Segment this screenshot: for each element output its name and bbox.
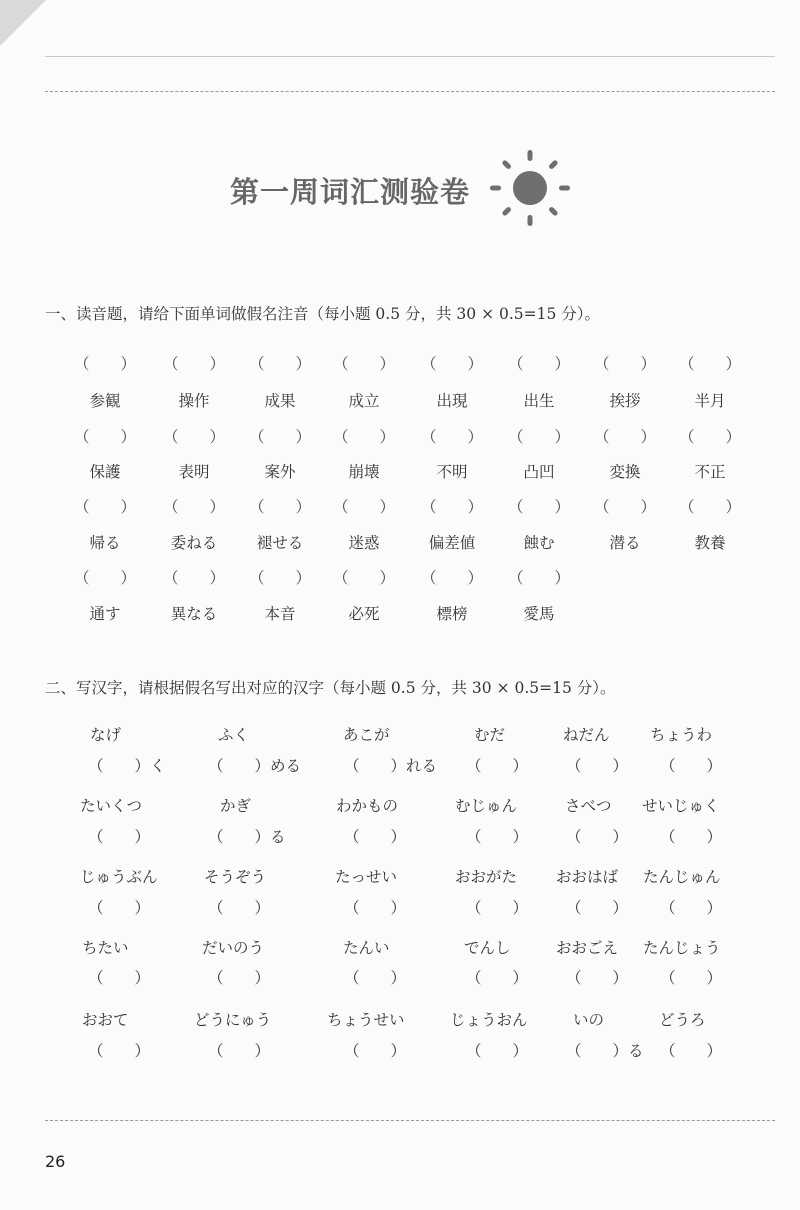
kana-prompt: たんい	[343, 939, 390, 957]
kana-prompt: どうにゅう	[194, 1011, 272, 1029]
answer-blank[interactable]: （ ）	[332, 569, 395, 587]
answer-blank[interactable]: （ ）る	[566, 1042, 644, 1060]
vocab-word: 異なる	[170, 605, 218, 623]
vocab-word: 通す	[89, 605, 121, 623]
answer-blank[interactable]: （ ）	[420, 498, 483, 516]
answer-blank[interactable]: （ ）める	[208, 757, 302, 775]
answer-blank[interactable]: （ ）	[88, 899, 151, 917]
answer-blank[interactable]: （ ）る	[208, 828, 286, 846]
vocab-word: 崩壊	[348, 463, 380, 481]
vocab-word: 変換	[609, 463, 641, 481]
answer-blank[interactable]: （ ）	[73, 355, 136, 373]
answer-blank[interactable]: （ ）	[507, 569, 570, 587]
section2-heading: 二、写汉字，请根据假名写出对应的汉字（每小题 0.5 分，共 30 × 0.5=15 分）。	[45, 679, 616, 697]
kana-prompt: わかもの	[336, 797, 399, 815]
answer-blank[interactable]: （ ）	[566, 828, 629, 846]
answer-blank[interactable]: （ ）	[566, 757, 629, 775]
kana-prompt: じゅうぶん	[80, 868, 158, 886]
vocab-word: 蝕む	[523, 534, 555, 552]
vocab-word: 案外	[264, 463, 296, 481]
vocab-word: 出生	[523, 392, 555, 410]
answer-blank[interactable]: （ ）	[332, 355, 395, 373]
answer-blank[interactable]: （ ）	[88, 828, 151, 846]
vocab-word: 保護	[89, 463, 121, 481]
answer-blank[interactable]: （ ）	[162, 498, 225, 516]
answer-blank[interactable]: （ ）	[73, 498, 136, 516]
answer-blank[interactable]: （ ）	[73, 428, 136, 446]
answer-blank[interactable]: （ ）	[660, 1042, 723, 1060]
page-title: 第一周词汇测验卷	[230, 175, 471, 209]
title-block	[0, 148, 800, 228]
kana-prompt: たいくつ	[80, 797, 143, 815]
kana-prompt: だいのう	[202, 939, 265, 957]
answer-blank[interactable]: （ ）	[660, 757, 723, 775]
header-rule	[45, 56, 775, 57]
kana-prompt: ふく	[218, 726, 250, 744]
answer-blank[interactable]: （ ）	[593, 355, 656, 373]
answer-blank[interactable]: （ ）	[678, 428, 741, 446]
answer-blank[interactable]: （ ）	[466, 969, 529, 987]
vocab-word: 出現	[436, 392, 468, 410]
kana-prompt: いの	[573, 1011, 605, 1029]
answer-blank[interactable]: （ ）	[466, 828, 529, 846]
kana-prompt: おおごえ	[556, 939, 619, 957]
kana-prompt: おおがた	[455, 868, 518, 886]
answer-blank[interactable]: （ ）	[507, 355, 570, 373]
vocab-word: 成立	[348, 392, 380, 410]
answer-blank[interactable]: （ ）	[248, 428, 311, 446]
vocab-word: 標榜	[436, 605, 468, 623]
kana-prompt: さべつ	[565, 797, 612, 815]
vocab-word: 参観	[89, 392, 121, 410]
answer-blank[interactable]: （ ）	[162, 569, 225, 587]
answer-blank[interactable]: （ ）	[208, 899, 271, 917]
answer-blank[interactable]: （ ）	[420, 428, 483, 446]
section1-heading: 一、读音题，请给下面单词做假名注音（每小题 0.5 分，共 30 × 0.5=15 分）。	[45, 305, 601, 323]
kana-prompt: ちょうせい	[327, 1011, 405, 1029]
kana-prompt: でんし	[464, 939, 511, 957]
answer-blank[interactable]: （ ）	[248, 355, 311, 373]
kana-prompt: あこが	[343, 726, 390, 744]
vocab-word: 不明	[436, 463, 468, 481]
vocab-word: 褪せる	[256, 534, 304, 552]
answer-blank[interactable]: （ ）	[344, 1042, 407, 1060]
kana-prompt: ちたい	[82, 939, 129, 957]
answer-blank[interactable]: （ ）	[420, 569, 483, 587]
kana-prompt: たんじょう	[643, 939, 721, 957]
answer-blank[interactable]: （ ）	[208, 969, 271, 987]
vocab-word: 成果	[264, 392, 296, 410]
answer-blank[interactable]: （ ）く	[88, 757, 166, 775]
kana-prompt: なげ	[90, 726, 122, 744]
vocab-word: 操作	[178, 392, 210, 410]
answer-blank[interactable]: （ ）	[332, 428, 395, 446]
answer-blank[interactable]: （ ）	[678, 498, 741, 516]
page-number: 26	[45, 1152, 66, 1171]
vocab-word: 委ねる	[170, 534, 218, 552]
kana-prompt: ちょうわ	[650, 726, 713, 744]
sun-icon	[480, 148, 580, 228]
vocab-word: 教養	[694, 534, 726, 552]
answer-blank[interactable]: （ ）	[678, 355, 741, 373]
answer-blank[interactable]: （ ）	[88, 1042, 151, 1060]
answer-blank[interactable]: （ ）	[344, 899, 407, 917]
vocab-word: 必死	[348, 605, 380, 623]
kana-prompt: たっせい	[335, 868, 398, 886]
vocab-word: 凸凹	[523, 463, 555, 481]
vocab-word: 偏差値	[428, 534, 476, 552]
answer-blank[interactable]: （ ）	[162, 355, 225, 373]
answer-blank[interactable]: （ ）	[73, 569, 136, 587]
kana-prompt: おおはば	[556, 868, 619, 886]
answer-blank[interactable]: （ ）	[466, 757, 529, 775]
answer-blank[interactable]: （ ）	[248, 498, 311, 516]
kana-prompt: せいじゅく	[642, 797, 720, 815]
answer-blank[interactable]: （ ）	[466, 899, 529, 917]
kana-prompt: ねだん	[563, 726, 610, 744]
header-dashed-rule	[45, 91, 775, 92]
answer-blank[interactable]: （ ）	[420, 355, 483, 373]
vocab-word: 潜る	[609, 534, 641, 552]
answer-blank[interactable]: （ ）	[566, 899, 629, 917]
answer-blank[interactable]: （ ）	[162, 428, 225, 446]
answer-blank[interactable]: （ ）	[660, 899, 723, 917]
kana-prompt: じょうおん	[450, 1011, 528, 1029]
answer-blank[interactable]: （ ）れる	[344, 757, 438, 775]
answer-blank[interactable]: （ ）	[466, 1042, 529, 1060]
answer-blank[interactable]: （ ）	[593, 498, 656, 516]
vocab-word: 愛馬	[523, 605, 555, 623]
vocab-word: 表明	[178, 463, 210, 481]
kana-prompt: そうぞう	[204, 868, 267, 886]
kana-prompt: むだ	[474, 726, 506, 744]
answer-blank[interactable]: （ ）	[660, 828, 723, 846]
kana-prompt: おおて	[82, 1011, 129, 1029]
vocab-word: 帰る	[89, 534, 121, 552]
answer-blank[interactable]: （ ）	[332, 498, 395, 516]
kana-prompt: むじゅん	[455, 797, 518, 815]
kana-prompt: かぎ	[220, 797, 252, 815]
answer-blank[interactable]: （ ）	[660, 969, 723, 987]
page-corner-decoration	[0, 0, 46, 46]
answer-blank[interactable]: （ ）	[344, 969, 407, 987]
answer-blank[interactable]: （ ）	[593, 428, 656, 446]
vocab-word: 迷惑	[348, 534, 380, 552]
footer-dashed-rule	[45, 1120, 775, 1121]
kana-prompt: どうろ	[659, 1011, 706, 1029]
vocab-word: 挨拶	[609, 392, 641, 410]
answer-blank[interactable]: （ ）	[507, 498, 570, 516]
vocab-word: 本音	[264, 605, 296, 623]
answer-blank[interactable]: （ ）	[507, 428, 570, 446]
answer-blank[interactable]: （ ）	[344, 828, 407, 846]
kana-prompt: たんじゅん	[643, 868, 721, 886]
answer-blank[interactable]: （ ）	[248, 569, 311, 587]
vocab-word: 半月	[694, 392, 726, 410]
answer-blank[interactable]: （ ）	[566, 969, 629, 987]
answer-blank[interactable]: （ ）	[208, 1042, 271, 1060]
answer-blank[interactable]: （ ）	[88, 969, 151, 987]
vocab-word: 不正	[694, 463, 726, 481]
